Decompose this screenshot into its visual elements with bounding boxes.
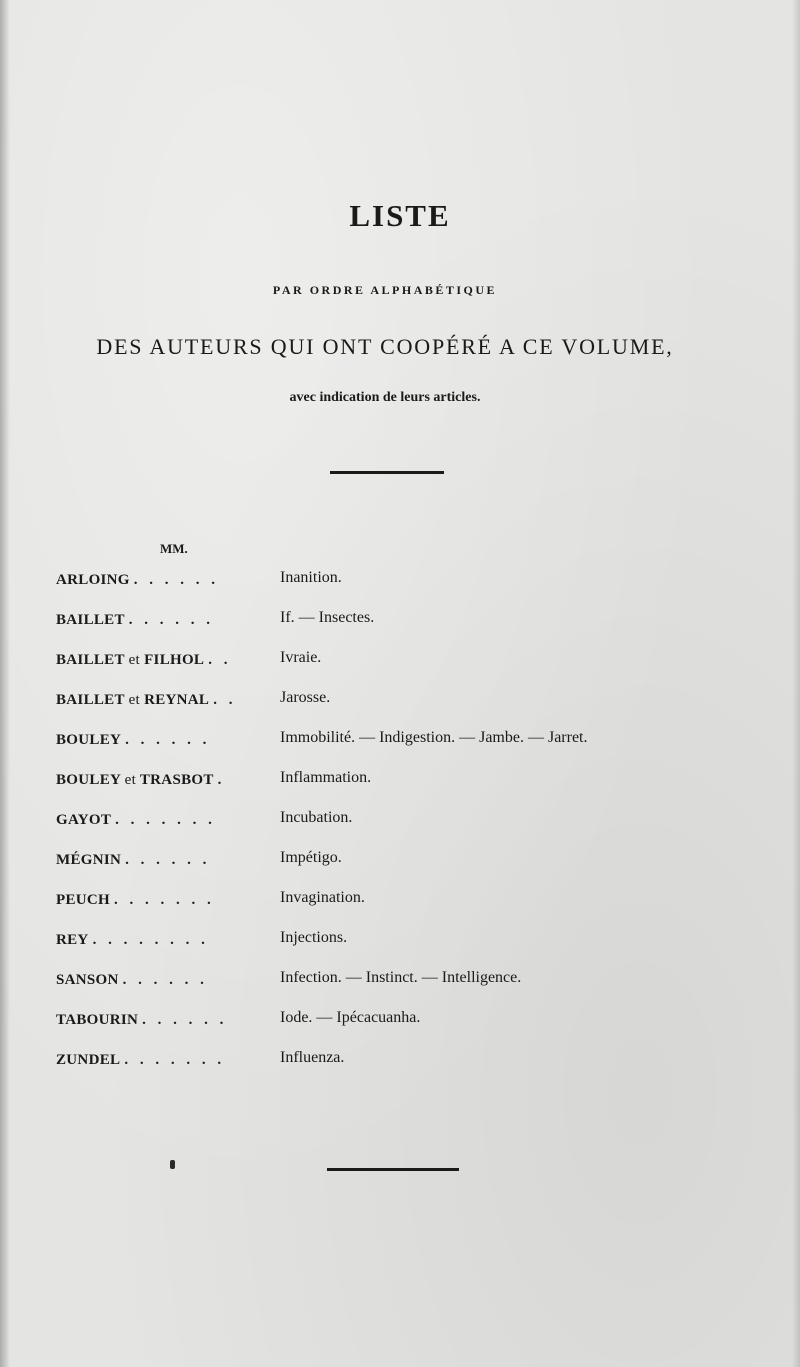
author-name: BOULEY <box>56 732 122 748</box>
author-name-pair <box>56 772 214 788</box>
author-name: BAILLET <box>56 612 125 628</box>
author-name-pair <box>56 652 204 668</box>
author-name: FILHOL <box>144 652 205 668</box>
list-item <box>56 649 756 689</box>
author-name: MÉGNIN <box>56 852 122 868</box>
ink-speck <box>170 1160 175 1169</box>
author-name: GAYOT <box>56 812 112 828</box>
list-item <box>56 769 756 809</box>
dot-leader: . <box>217 772 226 788</box>
article-titles: Infection. — Instinct. — Intelligence. <box>280 969 522 986</box>
list-item <box>56 969 756 1009</box>
dot-leader: . . <box>213 692 237 708</box>
list-item <box>56 609 756 649</box>
author-name: ARLOING <box>56 572 130 588</box>
dot-leader: . . . . . . . <box>124 1052 226 1068</box>
article-titles: Injections. <box>280 929 348 946</box>
list-item <box>56 809 756 849</box>
article-titles: Invagination. <box>280 889 365 906</box>
article-titles: Ivraie. <box>280 649 322 666</box>
article-titles: If. — Insectes. <box>280 609 375 626</box>
page-title: LISTE <box>349 198 451 233</box>
author-name: REY <box>56 932 89 948</box>
honorific-label: MM. <box>160 541 188 556</box>
divider-top <box>330 471 444 474</box>
author-name: BAILLET <box>56 692 125 708</box>
list-item <box>56 1009 756 1049</box>
author-name: BAILLET <box>56 652 125 668</box>
author-list <box>56 569 756 1089</box>
author-name: SANSON <box>56 972 119 988</box>
article-titles: Inflammation. <box>280 769 372 786</box>
article-titles: Influenza. <box>280 1049 345 1066</box>
dot-leader: . . . . . . <box>142 1012 228 1028</box>
author-name-pair <box>56 692 209 708</box>
article-titles: Incubation. <box>280 809 353 826</box>
dot-leader: . . . . . . <box>125 732 211 748</box>
author-name: BOULEY <box>56 772 121 788</box>
subtitle-order: PAR ORDRE ALPHABÉTIQUE <box>272 283 498 297</box>
list-item <box>56 569 756 609</box>
conjunction: et <box>124 772 137 788</box>
dot-leader: . . . . . . . <box>115 812 216 828</box>
dot-leader: . . . . . . . . <box>92 932 209 948</box>
dot-leader: . . . . . . <box>128 612 215 628</box>
list-item <box>56 1049 756 1089</box>
article-titles: Iode. — Ipécacuanha. <box>280 1009 421 1026</box>
list-item <box>56 729 756 769</box>
author-name: REYNAL <box>144 692 210 708</box>
article-titles: Inanition. <box>280 569 342 586</box>
list-item <box>56 929 756 969</box>
author-name: PEUCH <box>56 892 110 908</box>
dot-leader: . . . . . . . <box>114 892 215 908</box>
dot-leader: . . . . . . <box>122 972 208 988</box>
author-name: TRASBOT <box>139 772 214 788</box>
dot-leader: . . . . . . <box>125 852 211 868</box>
list-item <box>56 689 756 729</box>
article-titles: Immobilité. — Indigestion. — Jambe. — Jarret. <box>280 729 588 746</box>
article-titles: Jarosse. <box>280 689 331 706</box>
author-name: ZUNDEL <box>56 1052 121 1068</box>
dot-leader: . . <box>208 652 232 668</box>
article-titles: Impétigo. <box>280 849 342 866</box>
author-name: TABOURIN <box>56 1012 139 1028</box>
list-item <box>56 849 756 889</box>
subtitle-indication: avec indication de leurs articles. <box>289 390 481 405</box>
conjunction: et <box>128 692 141 708</box>
dot-leader: . . . . . . <box>133 572 220 588</box>
list-item <box>56 889 756 929</box>
conjunction: et <box>128 652 141 668</box>
subtitle-authors: DES AUTEURS QUI ONT COOPÉRÉ A CE VOLUME, <box>96 334 674 359</box>
divider-bottom <box>327 1168 459 1171</box>
